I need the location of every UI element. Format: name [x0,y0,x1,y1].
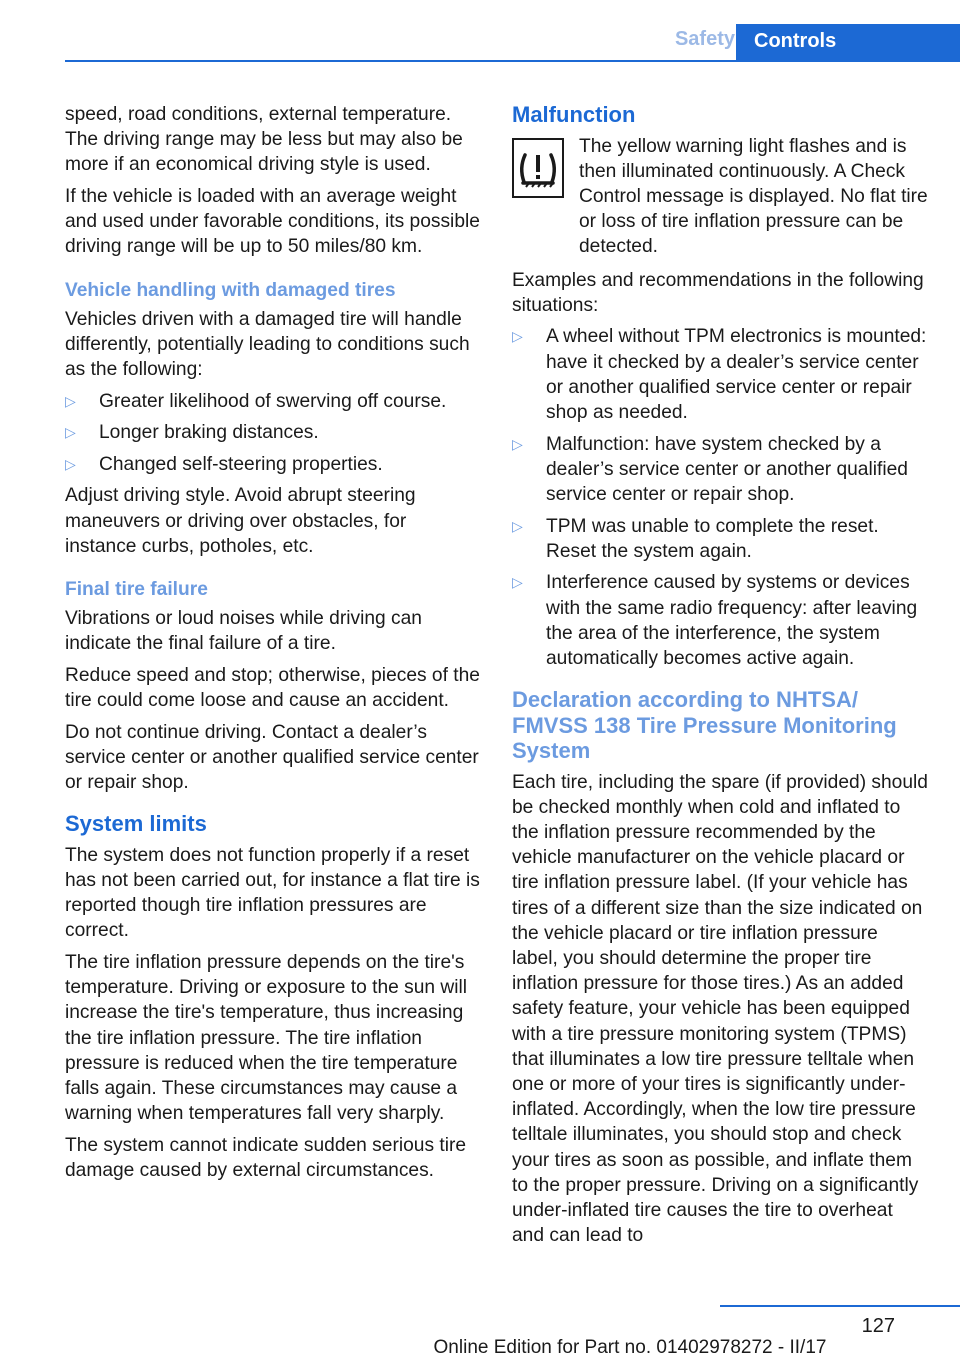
limits-paragraph-1: The system does not function properly if a reset has not been carried out, for instance a flat tire is reported though tire inflation pressures are correct. [65,844,480,942]
handling-heading: Vehicle handling with damaged tires [65,279,396,301]
handling-list [65,389,481,477]
handling-paragraph: Vehicles driven with a damaged tire will handle differently, potentially leading to conditions such as the following: [65,308,470,381]
page-header [65,24,960,62]
malfunction-heading: Malfunction [512,102,636,127]
failure-paragraph-1: Vibrations or loud noises while driving can indicate the final failure of a tire. [65,608,422,655]
list-item: ▷ TPM was unable to complete the reset. Reset the system again. [512,515,879,562]
malfunction-paragraph: The yellow warning light flashes and is then illuminated continuously. A Check Control message is displayed. No flat tire or loss of tire inflation pressure can be detected. [579,135,928,258]
intro-paragraph-1: speed, road conditions, external temperature. The driving range may be less but may also be more if an economical driving style is used. [65,104,463,176]
edition-note: Online Edition for Part no. 01402978272 - II/17 [433,1337,827,1358]
triangle-bullet-icon: ▷ [512,574,523,591]
limits-paragraph-2: The tire inflation pressure depends on the tire's temperature. Driving or exposure to the sun will increase the tire's temperature, thus increasing the tire inflation pressure. The tire inflation pressure is reduced when the tire temperature falls again. These circumstances may cause a warning when temperatures fall very sharply. [65,951,468,1125]
declaration-heading: Declaration according to NHTSA/ FMVSS 138 Tire Pressure Monitoring System [512,687,897,764]
triangle-bullet-icon: ▷ [512,517,523,534]
tab-controls[interactable]: Controls [736,24,960,62]
tab-safety[interactable]: Safety [674,28,735,50]
triangle-bullet-icon: ▷ [65,392,76,409]
list-item: ▷ A wheel without TPM electronics is mounted: have it checked by a dealer’s service center or another qualified service center or repair shop as needed. [512,326,927,423]
failure-paragraph-2: Reduce speed and stop; otherwise, pieces of the tire could come loose and cause an accident. [65,664,480,711]
handling-after-paragraph: Adjust driving style. Avoid abrupt steering maneuvers or driving over obstacles, for instance curbs, potholes, etc. [65,485,416,557]
footer-divider [720,1305,960,1307]
limits-paragraph-3: The system cannot indicate sudden serious tire damage caused by external circumstances. [65,1134,467,1181]
list-item: ▷ Interference caused by systems or devices with the same radio frequency: after leaving the area of the interference, the system automatically becomes active again. [512,572,918,669]
tire-pressure-warning-icon [512,138,564,198]
malfunction-block [512,134,928,260]
failure-paragraph-3: Do not continue driving. Contact a dealer’s service center or another qualified service center or repair shop. [65,721,479,793]
header-divider [65,60,960,62]
left-column [65,102,481,1190]
triangle-bullet-icon: ▷ [512,328,523,345]
right-column [512,102,928,1255]
intro-paragraph-2: If the vehicle is loaded with an average weight and used under favorable conditions, its possible driving range will be up to 50 miles/80 km. [65,186,480,258]
triangle-bullet-icon: ▷ [65,455,76,472]
list-item: ▷ Greater likelihood of swerving off course. [65,389,481,414]
triangle-bullet-icon: ▷ [65,424,76,441]
list-item: ▷ Malfunction: have system checked by a dealer’s service center or another qualified service center or repair shop. [512,433,908,505]
declaration-paragraph: Each tire, including the spare (if provided) should be checked monthly when cold and inflated to the inflation pressure recommended by the vehicle manufacturer on the vehicle placard or tire inflation pressure label. (If your vehicle has tires of a different size than the size indicated on the vehicle placard or tire inflation pressure label, you should determine the proper tire inflation pressure for those tires.) As an added safety feature, your vehicle has been equipped with a tire pressure monitoring system (TPMS) that illuminates a low tire pressure telltale when one or more of your tires is significantly under-inflated. Accordingly, when the low tire pressure telltale illuminates, you should stop and check your tires as soon as possible, and inflate them to the proper pressure. Driving on a significantly under-inflated tire causes the tire to overheat and can lead to [512,771,928,1247]
examples-list [512,324,928,671]
failure-heading: Final tire failure [65,579,208,600]
limits-heading: System limits [65,811,207,837]
list-item: ▷ Changed self-steering properties. [65,452,481,477]
examples-paragraph: Examples and recommendations in the following situations: [512,269,924,316]
triangle-bullet-icon: ▷ [512,435,523,452]
list-item: ▷ Longer braking distances. [65,420,481,445]
page-number: 127 [861,1315,895,1337]
